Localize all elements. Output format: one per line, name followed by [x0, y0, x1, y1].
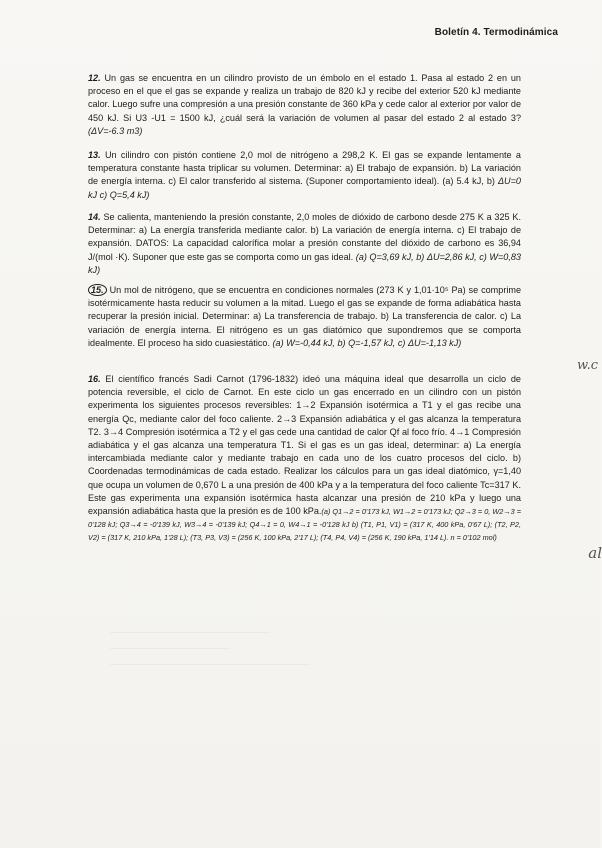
margin-handwriting: al — [588, 544, 602, 562]
problem-14 — [88, 211, 521, 277]
problem-text: Un mol de nitrógeno, que se encuentra en condiciones normales (273 K y 1,01·10⁵ Pa) se comprime isotérmicamente hasta reducir su volumen a la mitad. Luego el gas se expande de forma adiabática hasta recuperar la presión inicial. Determinar: a) La transferencia de trabajo. b) La transferencia de calor. c) La variación de energía interna. El nitrógeno es un gas diatómico que supondremos que se comporta idealmente. El proceso ha sido cuasiestático. — [88, 285, 521, 348]
problem-text: Se calienta, manteniendo la presión constante, 2,0 moles de dióxido de carbono desde 275 K a 325 K. Determinar: a) La energía transferida mediante calor. b) La variación de energía interna. c) El trabajo de expansión. DATOS: La capacidad calorífica molar a presión constante del dióxido de carbono es 36,94 J/(mol ·K). Suponer que este gas se comporta como un gas ideal. — [88, 212, 521, 262]
problem-12 — [88, 72, 521, 138]
problem-answer: (a) Q=3,69 kJ, b) ΔU=2,86 kJ, c) W=0,83 kJ) — [88, 251, 521, 275]
margin-handwriting: w.c — [577, 358, 598, 373]
bleed-through-line — [110, 648, 230, 649]
problem-text: El científico francés Sadi Carnot (1796-1832) ideó una máquina ideal que desarrolla un ciclo de potencia reversible, el ciclo de Carnot. En este ciclo un gas encerrado en un cilindro con un pistón experimenta los siguientes procesos reversibles: 1→2 Expansión isotérmica a T1 y el gas recibe una energía Qc, mediante calor del foco caliente. 2→3 Expansión adiabática y el gas alcanza la temperatura T2. 3→4 Compresión isotérmica a T2 y el gas cede una cantidad de calor Qf al foco frío. 4→1 Compresión adiabática y el gas alcanza una temperatura T1. Si el gas es un gas ideal, determinar: a) La energía intercambiada mediante calor y mediante trabajo en cada uno de los cuatro procesos del ciclo. b) Coordenadas termodinámicas de cada estado. Realizar los cálculos para un gas ideal diatómico, γ=1,40 que ocupa un volumen de 0,670 L a una presión de 400 kPa y a la temperatura del foco caliente Tc=317 K. Este gas experimenta una expansión isotérmica hasta alcanzar una presión de 210 kPa y luego una expansión adiabática hasta que la presión es de 100 kPa. — [88, 374, 521, 517]
page-header: Boletín 4. Termodinámica — [434, 27, 558, 38]
problem-13 — [88, 149, 521, 202]
problem-text: Un cilindro con pistón contiene 2,0 mol de nitrógeno a 298,2 K. El gas se expande lentamente a temperatura constante hasta triplicar su volumen. Determinar: a) El trabajo de expansión. b) La variación de energía interna. c) El calor transferido al sistema. (Suponer comportamiento ideal). (a) 5.4 kJ, b) — [88, 150, 521, 187]
problem-text: Un gas se encuentra en un cilindro provisto de un émbolo en el estado 1. Pasa al estado 2 en un proceso en el que el gas se expande y realiza un trabajo de 820 kJ y recibe del exterior 520 kJ mediante calor. Luego sufre una compresión a una presión constante de 360 kPa y cede calor al exterior por valor de 450 kJ. Si U3 -U1 = 1500 kJ, ¿cuál será la variación de volumen al pasar del estado 2 al estado 3? — [88, 73, 521, 123]
problem-number: 13. — [88, 150, 101, 160]
problem-number: 15. — [88, 284, 107, 296]
problem-number: 16. — [88, 374, 101, 384]
problem-answer: (ΔV=-6.3 m3) — [88, 125, 143, 136]
problem-number: 12. — [88, 73, 101, 83]
bleed-through-line — [110, 664, 310, 665]
problem-answer: ΔU=0 kJ c) Q=5,4 kJ) — [88, 176, 521, 200]
problem-answer: (a) Q1→2 = 0'173 kJ, W1→2 = 0'173 kJ; Q2→3 = 0, W2→3 = 0'128 kJ; Q3→4 = -0'139 kJ, W3→4 = -0'139 kJ; Q4→1 = 0, W4→1 = -0'128 kJ b) (T1, P1, V1) = (317 K, 400 kPa, 0'67 L); (T2, P2, V2) = (317 K, 210 kPa, 1'28 L); (T3, P3, V3) = (256 K, 100 kPa, 2'17 L); (T4, P4, V4) = (256 K, 190 kPa, 1'14 L). n = 0'102 mol) — [88, 507, 521, 543]
problem-number: 14. — [88, 212, 101, 222]
problem-15 — [88, 284, 521, 350]
problem-answer: (a) W=-0,44 kJ, b) Q=-1,57 kJ, c) ΔU=-1,13 kJ) — [272, 337, 462, 348]
problem-16 — [88, 373, 521, 545]
bleed-through-line — [110, 632, 270, 633]
